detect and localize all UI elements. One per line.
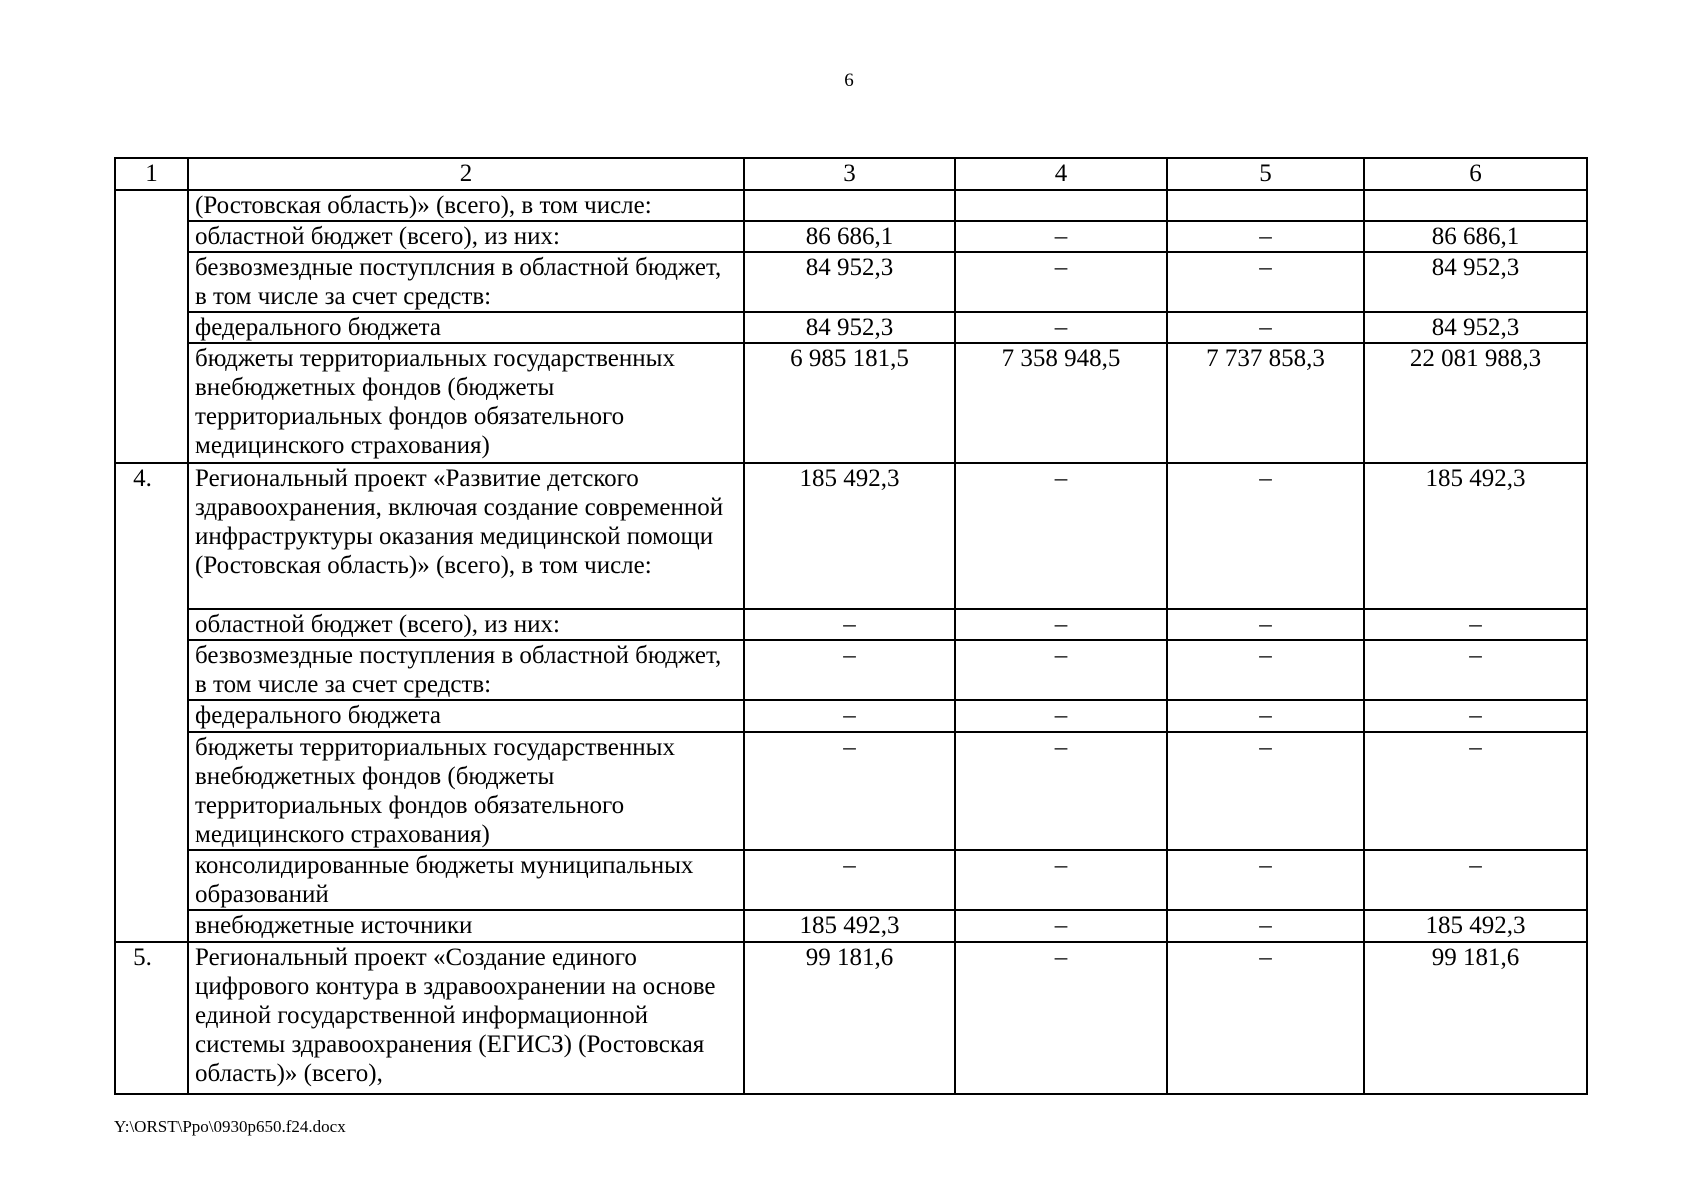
value-col5: – [1167, 640, 1364, 700]
value-col3: 99 181,6 [744, 942, 955, 1094]
row-name-cell: областной бюджет (всего), из них: [188, 609, 744, 640]
row-name-cell: консолидированные бюджеты муниципальных образований [188, 850, 744, 910]
table-row [115, 942, 1587, 1094]
row-name-cell: безвозмездные поступлсния в областной бюджет, в том числе за счет средств: [188, 252, 744, 312]
column-number: 4 [955, 158, 1167, 190]
value-col6: 99 181,6 [1364, 942, 1587, 1094]
value-col3: – [744, 850, 955, 910]
row-name-cell: областной бюджет (всего), из них: [188, 221, 744, 252]
value-col5: – [1167, 252, 1364, 312]
value-col3: 185 492,3 [744, 910, 955, 942]
value-col5: 7 737 858,3 [1167, 343, 1364, 463]
value-col5: – [1167, 700, 1364, 732]
value-col4 [955, 190, 1167, 221]
row-name-cell: Региональный проект «Развитие детского здравоохранения, включая создание современной инфраструктуры оказания медицинской помощи (Ростовская область)» (всего), в том числе: [188, 463, 744, 609]
value-col6: – [1364, 609, 1587, 640]
file-path-footer: Y:\ORST\Ppo\0930p650.f24.docx [114, 1117, 346, 1136]
value-col3: – [744, 732, 955, 850]
value-col6: – [1364, 732, 1587, 850]
value-col4: – [955, 221, 1167, 252]
row-name-cell: безвозмездные поступления в областной бюджет, в том числе за счет средств: [188, 640, 744, 700]
value-col3 [744, 190, 955, 221]
table-row [115, 609, 1587, 640]
table-row [115, 190, 1587, 221]
value-col5: – [1167, 463, 1364, 609]
value-col3: – [744, 609, 955, 640]
value-col5: – [1167, 732, 1364, 850]
value-col3: 185 492,3 [744, 463, 955, 609]
page-number: 6 [844, 70, 854, 91]
table-row [115, 910, 1587, 942]
value-col3: – [744, 640, 955, 700]
value-col4: – [955, 850, 1167, 910]
table-row [115, 732, 1587, 850]
value-col6: – [1364, 700, 1587, 732]
row-name-cell: бюджеты территориальных государственных внебюджетных фондов (бюджеты территориальных фондов обязательного медицинского страхования) [188, 732, 744, 850]
value-col6: 86 686,1 [1364, 221, 1587, 252]
value-col6: 185 492,3 [1364, 910, 1587, 942]
value-col3: 6 985 181,5 [744, 343, 955, 463]
column-number: 3 [744, 158, 955, 190]
value-col5: – [1167, 942, 1364, 1094]
row-name-cell: (Ростовская область)» (всего), в том числе: [188, 190, 744, 221]
table-row [115, 252, 1587, 312]
value-col4: – [955, 312, 1167, 343]
value-col4: – [955, 463, 1167, 609]
value-col4: – [955, 942, 1167, 1094]
value-col3: – [744, 700, 955, 732]
value-col6 [1364, 190, 1587, 221]
value-col4: – [955, 609, 1167, 640]
column-number: 5 [1167, 158, 1364, 190]
value-col6: 185 492,3 [1364, 463, 1587, 609]
value-col3: 84 952,3 [744, 312, 955, 343]
value-col6: 84 952,3 [1364, 312, 1587, 343]
row-number-cell [115, 190, 188, 463]
row-name-cell: внебюджетные источники [188, 910, 744, 942]
value-col5: – [1167, 221, 1364, 252]
value-col6: 84 952,3 [1364, 252, 1587, 312]
row-number-cell: 4. [115, 463, 188, 942]
value-col3: 86 686,1 [744, 221, 955, 252]
column-number: 6 [1364, 158, 1587, 190]
row-name-cell: федерального бюджета [188, 312, 744, 343]
budget-table [114, 157, 1588, 1095]
table-row [115, 850, 1587, 910]
column-number: 2 [188, 158, 744, 190]
table-row [115, 640, 1587, 700]
value-col4: – [955, 252, 1167, 312]
row-name-cell: федерального бюджета [188, 700, 744, 732]
value-col5: – [1167, 850, 1364, 910]
column-number: 1 [115, 158, 188, 190]
column-number-row [115, 158, 1587, 190]
value-col5 [1167, 190, 1364, 221]
table-row [115, 221, 1587, 252]
value-col5: – [1167, 910, 1364, 942]
value-col4: – [955, 910, 1167, 942]
value-col5: – [1167, 609, 1364, 640]
value-col4: 7 358 948,5 [955, 343, 1167, 463]
value-col4: – [955, 640, 1167, 700]
table-row [115, 343, 1587, 463]
table-row [115, 463, 1587, 609]
value-col4: – [955, 700, 1167, 732]
value-col4: – [955, 732, 1167, 850]
value-col6: – [1364, 640, 1587, 700]
value-col6: – [1364, 850, 1587, 910]
table-row [115, 700, 1587, 732]
value-col5: – [1167, 312, 1364, 343]
row-number-cell: 5. [115, 942, 188, 1094]
value-col6: 22 081 988,3 [1364, 343, 1587, 463]
row-name-cell: Региональный проект «Создание единого цифрового контура в здравоохранении на основе единой государственной информационной системы здравоохранения (ЕГИСЗ) (Ростовская область)» (всего), [188, 942, 744, 1094]
row-name-cell: бюджеты территориальных государственных внебюджетных фондов (бюджеты территориальных фондов обязательного медицинского страхования) [188, 343, 744, 463]
value-col3: 84 952,3 [744, 252, 955, 312]
table-row [115, 312, 1587, 343]
